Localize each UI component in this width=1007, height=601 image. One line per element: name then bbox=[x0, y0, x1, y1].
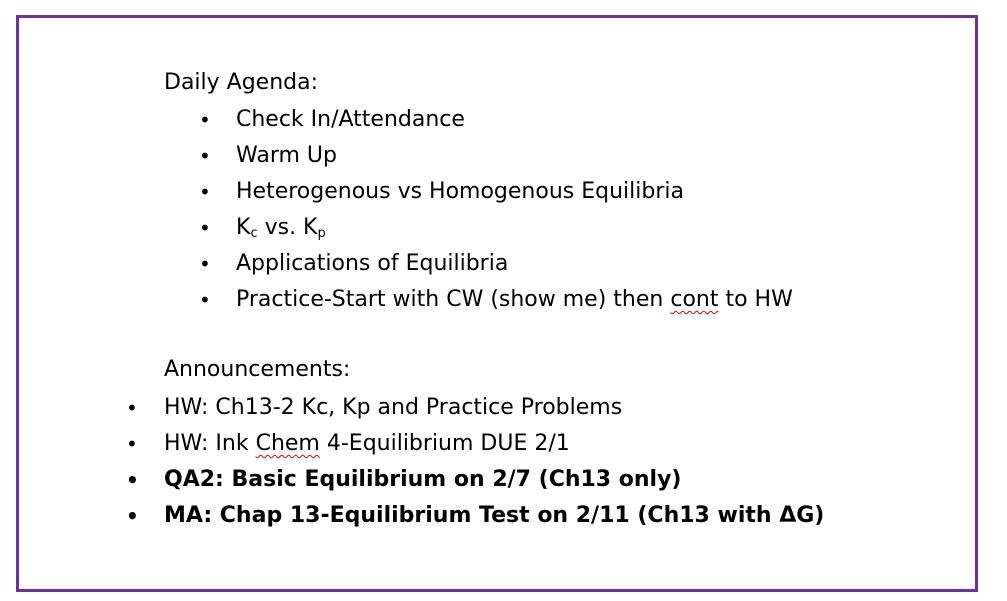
bullet-icon: • bbox=[126, 468, 139, 492]
agenda-list bbox=[199, 102, 793, 318]
kc-subscript: c bbox=[250, 226, 258, 241]
agenda-heading: Daily Agenda: bbox=[164, 70, 319, 95]
announcement-item-ma bbox=[126, 498, 825, 534]
agenda-item-applications bbox=[199, 246, 793, 282]
practice-text-start: Practice-Start with CW (show me) then bbox=[236, 287, 671, 312]
announcements-list bbox=[126, 390, 825, 534]
hw2-text-start: HW: Ink bbox=[164, 431, 256, 456]
agenda-item-label: Check In/Attendance bbox=[236, 107, 465, 132]
announcement-label: MA: Chap 13-Equilibrium Test on 2/11 (Ch13 with ΔG) bbox=[164, 503, 825, 528]
announcement-label: HW: Ch13-2 Kc, Kp and Practice Problems bbox=[164, 395, 623, 420]
bullet-icon: • bbox=[126, 504, 139, 528]
kp-symbol: vs. K bbox=[257, 215, 318, 240]
bullet-icon: • bbox=[199, 144, 211, 168]
bullet-icon: • bbox=[199, 252, 211, 276]
kp-subscript: p bbox=[317, 226, 326, 241]
document-frame bbox=[16, 15, 978, 592]
misspelled-word[interactable]: cont bbox=[670, 287, 719, 312]
bullet-icon: • bbox=[199, 180, 211, 204]
announcement-label: QA2: Basic Equilibrium on 2/7 (Ch13 only) bbox=[164, 467, 682, 492]
bullet-icon: • bbox=[126, 432, 138, 456]
agenda-item-label: Applications of Equilibria bbox=[236, 251, 509, 276]
hw2-text-end: 4-Equilibrium DUE 2/1 bbox=[319, 431, 570, 456]
agenda-item-kc-kp bbox=[199, 210, 793, 246]
announcement-item-hw2 bbox=[126, 426, 824, 462]
agenda-item-hetero-homo bbox=[199, 174, 793, 210]
announcements-heading: Announcements: bbox=[164, 357, 351, 382]
announcement-label bbox=[164, 431, 570, 456]
agenda-item-label: Warm Up bbox=[236, 143, 337, 168]
document-body bbox=[19, 18, 975, 589]
agenda-item-check-in bbox=[199, 102, 793, 138]
bullet-icon: • bbox=[199, 288, 211, 312]
agenda-item-label: Heterogenous vs Homogenous Equilibria bbox=[236, 179, 684, 204]
announcement-item-qa2 bbox=[126, 462, 824, 498]
agenda-item-warm-up bbox=[199, 138, 793, 174]
misspelled-word[interactable]: Chem bbox=[255, 431, 320, 456]
kc-symbol: K bbox=[236, 215, 251, 240]
agenda-item-label bbox=[236, 287, 793, 312]
bullet-icon: • bbox=[199, 108, 211, 132]
agenda-item-label bbox=[236, 215, 326, 240]
practice-text-end: to HW bbox=[718, 287, 793, 312]
announcement-item-hw1 bbox=[126, 390, 824, 426]
bullet-icon: • bbox=[126, 396, 138, 420]
agenda-item-practice bbox=[199, 282, 793, 318]
bullet-icon: • bbox=[199, 216, 211, 240]
